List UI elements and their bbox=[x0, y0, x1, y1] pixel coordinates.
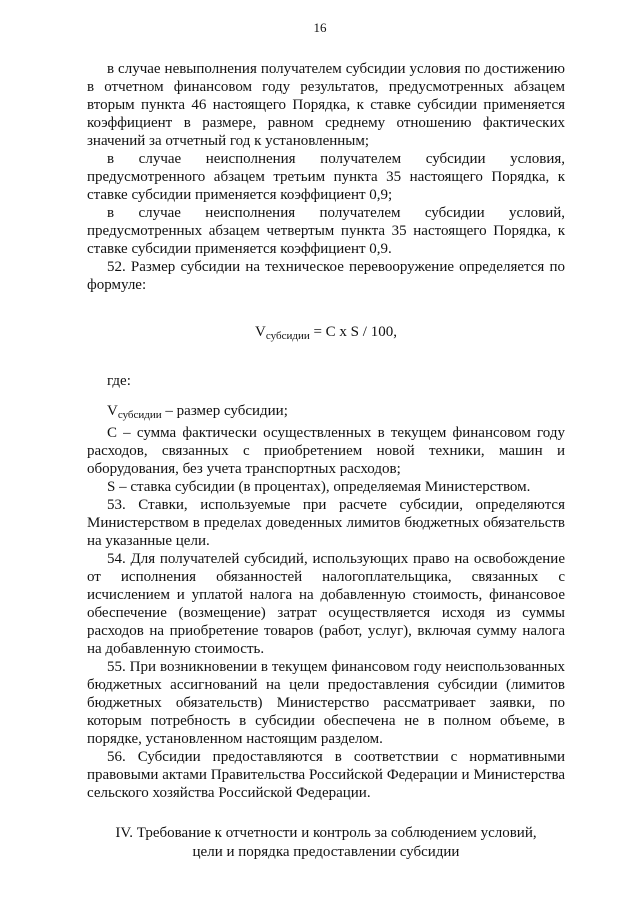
paragraph-53: 53. Ставки, используемые при расчете субсидии, определяются Министерством в пределах доведенных лимитов бюджетных обязательств на указанные цели. bbox=[87, 497, 565, 549]
definition-v-main: V bbox=[107, 403, 118, 419]
paragraph-coefficient-results: в случае невыполнения получателем субсидии условия по достижению в отчетном финансовом году результатов, предусмотренных абзацем вторым пункта 46 настоящего Порядка, к ставке субсидии применяется коэффициент в размере, равном среднему отношению фактических значений за отчетный год к установленным; bbox=[87, 61, 565, 149]
paragraph-54: 54. Для получателей субсидий, использующих право на освобождение от исполнения обязанностей налогоплательщика, связанных с исчислением и уплатой налога на добавленную стоимость, финансовое обеспечение (возмещение) затрат осуществляется исходя из суммы расходов на приобретение товаров (работ, услуг), включая сумму налога на добавленную стоимость. bbox=[87, 551, 565, 657]
formula-lhs-subscript: субсидии bbox=[265, 330, 310, 342]
definition-v bbox=[87, 402, 565, 424]
definition-c: С – сумма фактически осуществленных в текущем финансовом году расходов, связанных с приобретением новой техники, машин и оборудования, без учета транспортных расходов; bbox=[87, 425, 565, 477]
formula-rhs: = C x S / 100, bbox=[309, 324, 397, 340]
definition-s: S – ставка субсидии (в процентах), определяемая Министерством. bbox=[107, 479, 531, 495]
where-label: где: bbox=[107, 373, 131, 389]
definition-v-text: – размер субсидии; bbox=[161, 403, 288, 419]
definition-v-subscript: субсидии bbox=[117, 409, 162, 421]
page-number: 16 bbox=[313, 20, 327, 35]
document-body bbox=[87, 60, 565, 862]
paragraph-coefficient-condition-4: в случае неисполнения получателем субсидии условий, предусмотренных абзацем четвертым пункта 35 настоящего Порядка, к ставке субсидии применяется коэффициент 0,9. bbox=[87, 205, 565, 257]
subsidy-formula bbox=[87, 322, 565, 346]
paragraph-55: 55. При возникновении в текущем финансовом году неиспользованных бюджетных ассигнований на цели предоставления субсидии (лимитов бюджетных обязательств) Министерство рассматривает заявки, по которым потребность в субсидии обеспечена не в полном объеме, в порядке, установленном настоящим разделом. bbox=[87, 659, 565, 747]
formula-lhs-main: V bbox=[255, 324, 266, 340]
paragraph-56: 56. Субсидии предоставляются в соответствии с нормативными правовыми актами Правительства Российской Федерации и Министерства сельского хозяйства Российской Федерации. bbox=[87, 749, 565, 801]
paragraph-52: 52. Размер субсидии на техническое перевооружение определяется по формуле: bbox=[87, 259, 565, 293]
section-heading bbox=[87, 824, 565, 862]
section-heading-line2: цели и порядка предоставлении субсидии bbox=[192, 844, 460, 860]
section-heading-line1: IV. Требование к отчетности и контроль за соблюдением условий, bbox=[115, 825, 537, 841]
paragraph-coefficient-condition-3: в случае неисполнения получателем субсидии условия, предусмотренного абзацем третьим пункта 35 настоящего Порядка, к ставке субсидии применяется коэффициент 0,9; bbox=[87, 151, 565, 203]
